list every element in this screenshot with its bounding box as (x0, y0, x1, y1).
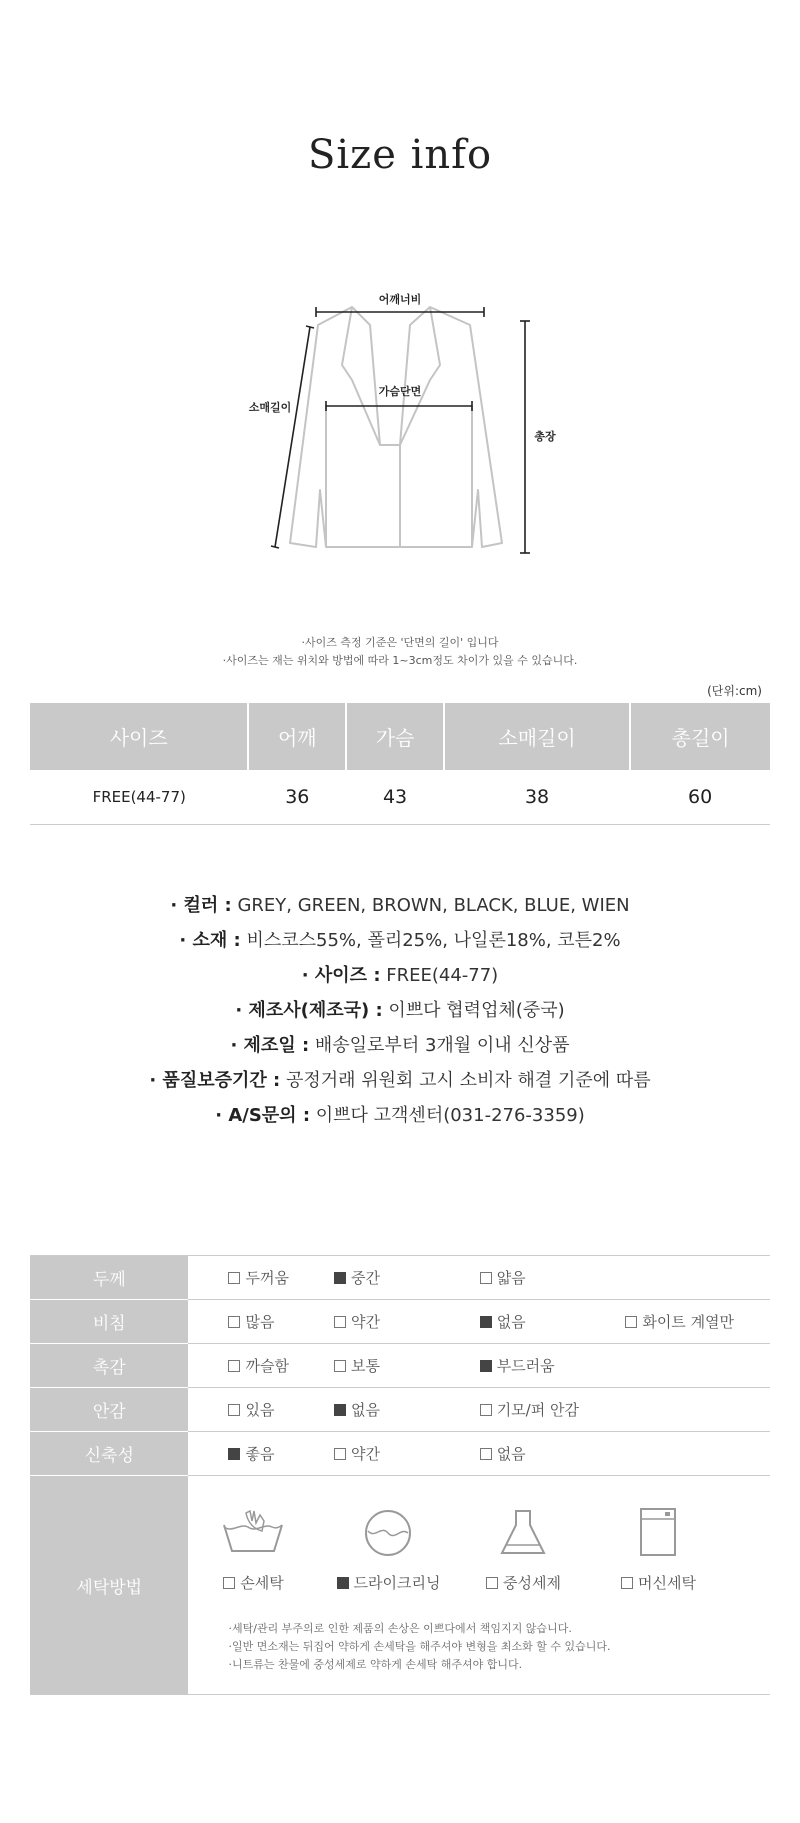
info-line (0, 993, 800, 1028)
washing-option-text: 드라이크리닝 (353, 1574, 441, 1592)
washing-option-label (323, 1572, 453, 1593)
fabric-option-label: 얇음 (496, 1269, 526, 1287)
washing-option-text: 중성세제 (503, 1574, 561, 1592)
washing-note-line: ·세탁/관리 부주의로 인한 제품의 손상은 이쁘다에서 책임지지 않습니다. (228, 1622, 572, 1635)
fabric-option-cell (188, 1432, 333, 1476)
checkbox-icon (480, 1404, 492, 1416)
info-line (0, 1028, 800, 1063)
fabric-option-cell (479, 1432, 625, 1476)
fabric-option-label: 부드러움 (496, 1357, 555, 1375)
unit-label: (단위:cm) (707, 684, 762, 698)
fabric-option-cell (479, 1256, 625, 1300)
fabric-row (30, 1344, 770, 1388)
fabric-option-cell (188, 1344, 333, 1388)
fabric-row-label: 두께 (30, 1256, 188, 1300)
fabric-option-label: 두꺼움 (245, 1269, 289, 1287)
checkbox-icon (480, 1316, 492, 1328)
fabric-option-label: 보통 (351, 1357, 381, 1375)
info-label: · 제조사(제조국) : (235, 1000, 383, 1021)
fabric-option-label: 중간 (351, 1269, 381, 1287)
checkbox-icon (334, 1360, 346, 1372)
washing-option (458, 1504, 588, 1593)
fabric-option-label: 약간 (351, 1313, 381, 1331)
hand-wash-icon (218, 1504, 288, 1562)
fabric-option-label: 약간 (351, 1445, 381, 1463)
checkbox-icon (480, 1360, 492, 1372)
fabric-row-label: 비침 (30, 1300, 188, 1344)
checkbox-icon (228, 1272, 240, 1284)
fabric-option-cell (333, 1344, 479, 1388)
chest-label: 가슴단면 (378, 385, 422, 398)
washing-option (188, 1504, 318, 1593)
fabric-option-cell (479, 1300, 625, 1344)
info-label: · 사이즈 : (301, 965, 381, 986)
fabric-option-cell (624, 1388, 770, 1432)
header-cell: 소매길이 (444, 703, 630, 770)
checkbox-icon (337, 1577, 349, 1589)
checkbox-icon (334, 1448, 346, 1460)
checkbox-icon (480, 1272, 492, 1284)
shoulder-cell: 36 (248, 770, 346, 825)
fabric-option-cell (479, 1344, 625, 1388)
note-line: ·사이즈는 재는 위치와 방법에 따라 1~3cm정도 차이가 있을 수 있습니다. (222, 654, 578, 667)
size-diagram (240, 285, 570, 570)
fabric-option-label: 좋음 (245, 1445, 275, 1463)
fabric-option-cell (624, 1300, 770, 1344)
checkbox-icon (223, 1577, 235, 1589)
detergent-icon (488, 1504, 558, 1562)
checkbox-icon (228, 1360, 240, 1372)
fabric-row-label: 신축성 (30, 1432, 188, 1476)
info-value: GREY, GREEN, BROWN, BLACK, BLUE, WIEN (231, 895, 630, 916)
info-line (0, 1098, 800, 1133)
info-value: 비스코스55%, 폴리25%, 나일론18%, 코튼2% (240, 930, 621, 951)
sleeve-label: 소매길이 (248, 401, 292, 414)
fabric-row-label: 촉감 (30, 1344, 188, 1388)
chest-cell: 43 (346, 770, 444, 825)
info-line (0, 888, 800, 923)
fabric-row (30, 1432, 770, 1476)
fabric-option-cell (624, 1344, 770, 1388)
measurement-notes (0, 634, 800, 670)
checkbox-icon (334, 1404, 346, 1416)
info-line (0, 923, 800, 958)
product-info (0, 888, 800, 1133)
washing-option-text: 손세탁 (240, 1574, 284, 1592)
info-label: · 컬러 : (170, 895, 232, 916)
info-label: · 소재 : (179, 930, 241, 951)
fabric-row (30, 1300, 770, 1344)
checkbox-icon (228, 1448, 240, 1460)
checkbox-icon (486, 1577, 498, 1589)
fabric-option-cell (188, 1388, 333, 1432)
washing-content (188, 1476, 770, 1695)
fabric-option-cell (333, 1300, 479, 1344)
washing-row-label: 세탁방법 (30, 1476, 188, 1695)
fabric-option-label: 없음 (496, 1445, 526, 1463)
washing-option-text: 머신세탁 (638, 1574, 696, 1592)
checkbox-icon (228, 1404, 240, 1416)
washing-notes (228, 1620, 610, 1674)
header-cell: 가슴 (346, 703, 444, 770)
info-line (0, 958, 800, 993)
info-value: 이쁘다 협력업체(중국) (382, 1000, 565, 1021)
info-line (0, 1063, 800, 1098)
checkbox-icon (621, 1577, 633, 1589)
fabric-option-label: 있음 (245, 1401, 275, 1419)
washing-machine-icon (623, 1504, 693, 1562)
fabric-option-cell (188, 1256, 333, 1300)
info-value: 배송일로부터 3개월 이내 신상품 (309, 1035, 570, 1056)
fabric-row (30, 1256, 770, 1300)
info-value: FREE(44-77) (380, 965, 499, 986)
page-title: Size info (307, 132, 493, 178)
length-label: 총장 (534, 430, 556, 443)
checkbox-icon (228, 1316, 240, 1328)
fabric-row (30, 1388, 770, 1432)
fabric-option-cell (624, 1256, 770, 1300)
fabric-option-label: 많음 (245, 1313, 275, 1331)
fabric-option-label: 화이트 계열만 (642, 1313, 735, 1331)
info-label: · A/S문의 : (215, 1105, 311, 1126)
washing-option-label (593, 1572, 723, 1593)
info-value: 공정거래 위원회 고시 소비자 해결 기준에 따름 (280, 1070, 651, 1091)
checkbox-icon (334, 1316, 346, 1328)
info-label: · 제조일 : (230, 1035, 310, 1056)
sleeve-cell: 38 (444, 770, 630, 825)
info-value: 이쁘다 고객센터(031-276-3359) (310, 1105, 585, 1126)
header-cell: 사이즈 (30, 703, 248, 770)
fabric-option-label: 없음 (496, 1313, 526, 1331)
size-table (30, 703, 770, 825)
checkbox-icon (334, 1272, 346, 1284)
info-label: · 품질보증기간 : (149, 1070, 281, 1091)
washing-note-line: ·일반 면소재는 뒤집어 약하게 손세탁을 해주셔야 변형을 최소화 할 수 있습니다. (228, 1640, 611, 1653)
fabric-table (30, 1255, 770, 1695)
table-row (30, 770, 770, 825)
washing-row (30, 1476, 770, 1695)
fabric-option-cell (188, 1300, 333, 1344)
washing-note-line: ·니트류는 찬물에 중성세제로 약하게 손세탁 해주셔야 합니다. (228, 1658, 523, 1671)
dry-clean-icon (353, 1504, 423, 1562)
size-cell: FREE(44-77) (30, 770, 248, 825)
length-cell: 60 (630, 770, 770, 825)
fabric-option-label: 없음 (351, 1401, 381, 1419)
note-line: ·사이즈 측정 기준은 '단면의 길이' 입니다 (301, 636, 499, 649)
fabric-option-cell (333, 1256, 479, 1300)
fabric-option-cell (624, 1432, 770, 1476)
fabric-option-cell (479, 1388, 625, 1432)
size-table-header (30, 703, 770, 770)
washing-option (323, 1504, 453, 1593)
shoulder-label: 어깨너비 (378, 293, 422, 306)
header-cell: 총길이 (630, 703, 770, 770)
washing-option (593, 1504, 723, 1593)
fabric-option-cell (333, 1432, 479, 1476)
washing-option-label (458, 1572, 588, 1593)
washing-option-label (188, 1572, 318, 1593)
fabric-option-label: 기모/퍼 안감 (496, 1401, 579, 1419)
header-cell: 어깨 (248, 703, 346, 770)
fabric-option-label: 까슬함 (245, 1357, 289, 1375)
fabric-row-label: 안감 (30, 1388, 188, 1432)
checkbox-icon (480, 1448, 492, 1460)
jacket-illustration (240, 285, 570, 570)
checkbox-icon (625, 1316, 637, 1328)
fabric-option-cell (333, 1388, 479, 1432)
